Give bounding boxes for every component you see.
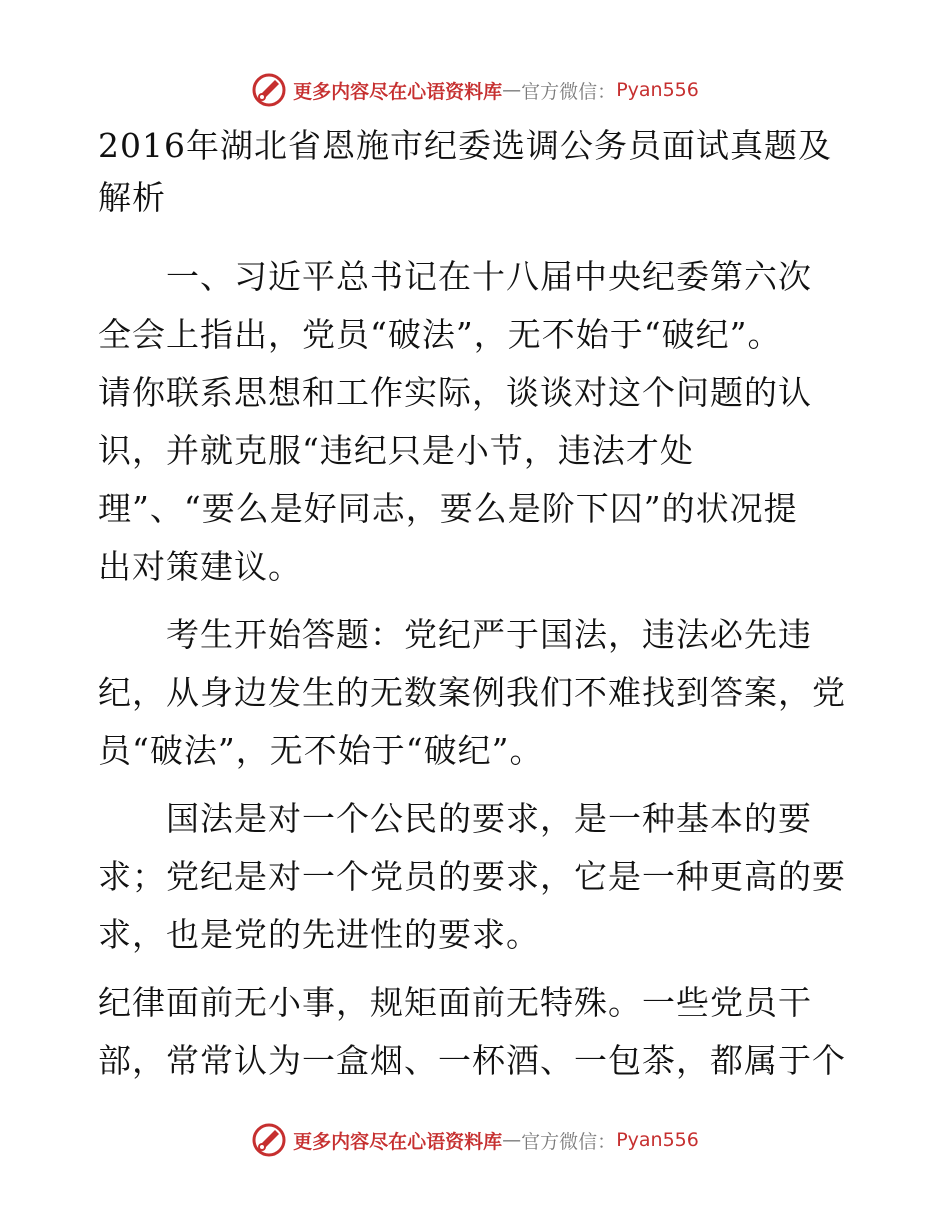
banner-wechat-id: Pyan556 <box>616 79 699 101</box>
banner-official-label: 官方微信： <box>521 80 617 103</box>
text-line: 请你联系思想和工作实际，谈谈对这个问题的认 <box>98 373 812 412</box>
text-line: 全会上指出，党员“破法”，无不始于“破纪”。 <box>98 315 782 354</box>
banner-wechat-id: Pyan556 <box>616 1129 699 1151</box>
document-body <box>98 120 858 1090</box>
text-line: 出对策建议。 <box>98 547 302 586</box>
text-line: 部，常常认为一盒烟、一杯酒、一包茶，都属于个 <box>98 1041 846 1080</box>
banner-separator: — <box>502 79 522 101</box>
paragraph-question <box>98 248 858 596</box>
text-line: 纪，从身边发生的无数案例我们不难找到答案，党 <box>98 673 846 712</box>
document-title <box>98 120 858 224</box>
banner-text: 更多内容尽在心语资料库 <box>293 1130 503 1153</box>
brand-logo-icon <box>251 1122 287 1158</box>
text-line: 纪律面前无小事，规矩面前无特殊。一些党员干 <box>98 983 812 1022</box>
banner-text: 更多内容尽在心语资料库 <box>293 80 503 103</box>
text-line: 考生开始答题：党纪严于国法，违法必先违 <box>98 615 812 654</box>
title-line: 解析 <box>98 178 166 217</box>
paragraph-law-vs-discipline <box>98 790 858 964</box>
banner-official-label: 官方微信： <box>521 1130 617 1153</box>
text-line: 理”、“要么是好同志，要么是阶下囚”的状况提 <box>98 489 798 528</box>
footer-banner <box>0 1120 950 1160</box>
text-line: 一、习近平总书记在十八届中央纪委第六次 <box>98 257 812 296</box>
paragraph-answer-intro <box>98 606 858 780</box>
header-banner <box>0 70 950 110</box>
text-line: 求，也是党的先进性的要求。 <box>98 915 540 954</box>
text-line: 求；党纪是对一个党员的要求，它是一种更高的要 <box>98 857 846 896</box>
paragraph-discipline <box>98 974 858 1090</box>
text-line: 识，并就克服“违纪只是小节，违法才处 <box>98 431 694 470</box>
banner-separator: — <box>502 1129 522 1151</box>
text-line: 国法是对一个公民的要求，是一种基本的要 <box>98 799 812 838</box>
text-line: 员“破法”，无不始于“破纪”。 <box>98 731 544 770</box>
brand-logo-icon <box>251 72 287 108</box>
title-line: 2016年湖北省恩施市纪委选调公务员面试真题及 <box>98 126 832 165</box>
